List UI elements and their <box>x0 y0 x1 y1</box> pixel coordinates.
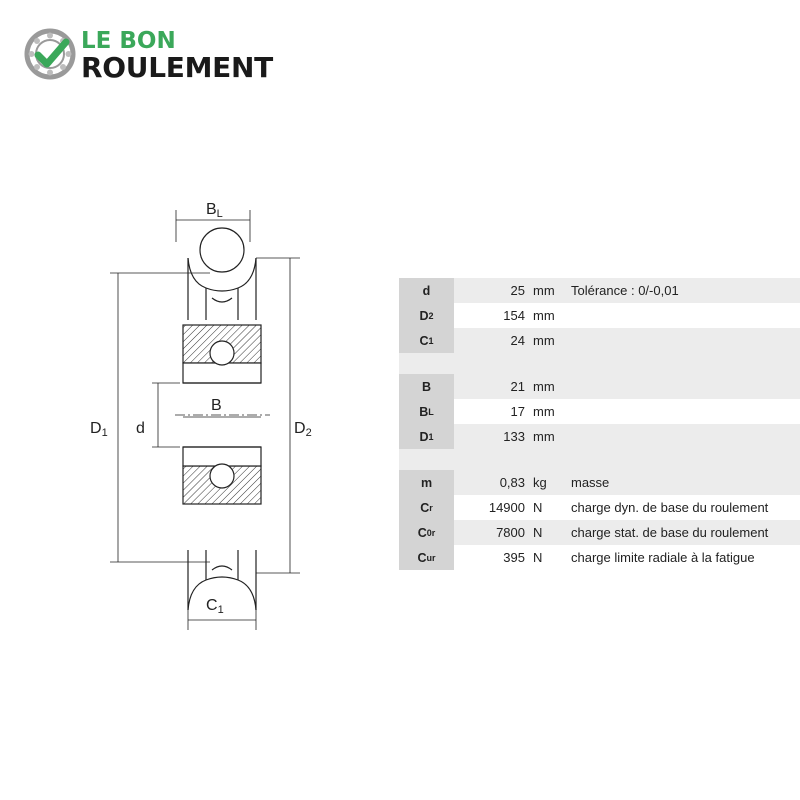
spec-value: 0,83 <box>499 475 525 490</box>
spec-unit: mm <box>533 308 555 323</box>
spec-symbol: C 0r <box>399 520 454 545</box>
spec-symbol: D 2 <box>399 303 454 328</box>
spec-row <box>399 520 800 545</box>
spec-description: charge stat. de base du roulement <box>571 525 769 540</box>
spec-value: 14900 <box>488 500 525 515</box>
spec-unit: mm <box>533 283 555 298</box>
spec-value: 17 <box>510 404 525 419</box>
brand-line1: LE BON <box>81 28 176 54</box>
spec-row <box>399 374 800 399</box>
spec-value: 25 <box>510 283 525 298</box>
spec-row <box>399 495 800 520</box>
spec-description: Tolérance : 0/-0,01 <box>571 283 679 298</box>
label-c1: C1 <box>206 597 224 616</box>
spec-row <box>399 545 800 570</box>
spec-row <box>399 303 800 328</box>
spec-unit: mm <box>533 404 555 419</box>
spec-row <box>399 424 800 449</box>
spec-unit: N <box>533 500 543 515</box>
spec-value: 21 <box>510 379 525 394</box>
label-d: d <box>136 420 145 437</box>
spec-row <box>399 470 800 495</box>
spec-unit: N <box>533 525 543 540</box>
spec-symbol: C 1 <box>399 328 454 353</box>
spec-unit: mm <box>533 379 555 394</box>
spec-unit: mm <box>533 429 555 444</box>
spec-unit: N <box>533 550 543 565</box>
bearing-cross-section-drawing <box>80 190 320 640</box>
brand-line2: ROULEMENT <box>81 51 273 84</box>
spec-value: 395 <box>503 550 525 565</box>
spec-symbol: C ur <box>399 545 454 570</box>
spec-gap <box>399 449 800 470</box>
spec-symbol: m <box>399 470 454 495</box>
spec-symbol: C r <box>399 495 454 520</box>
spec-table <box>399 278 800 570</box>
brand-logo <box>24 28 304 88</box>
bearing-check-icon <box>24 28 76 80</box>
spec-symbol: d <box>399 278 454 303</box>
label-d2: D2 <box>294 420 312 439</box>
spec-unit: kg <box>533 475 547 490</box>
spec-value: 154 <box>503 308 525 323</box>
spec-description: charge dyn. de base du roulement <box>571 500 769 515</box>
spec-value: 133 <box>503 429 525 444</box>
spec-symbol: B L <box>399 399 454 424</box>
spec-symbol: D 1 <box>399 424 454 449</box>
spec-value: 7800 <box>496 525 525 540</box>
spec-unit: mm <box>533 333 555 348</box>
spec-description: masse <box>571 475 610 490</box>
spec-row <box>399 399 800 424</box>
spec-row <box>399 328 800 353</box>
spec-description: charge limite radiale à la fatigue <box>571 550 755 565</box>
label-b: B <box>211 397 222 414</box>
spec-symbol: B <box>399 374 454 399</box>
label-d1: D1 <box>90 420 108 439</box>
spec-value: 24 <box>510 333 525 348</box>
label-bl: BL <box>206 201 223 220</box>
spec-row <box>399 278 800 303</box>
spec-gap <box>399 353 800 374</box>
